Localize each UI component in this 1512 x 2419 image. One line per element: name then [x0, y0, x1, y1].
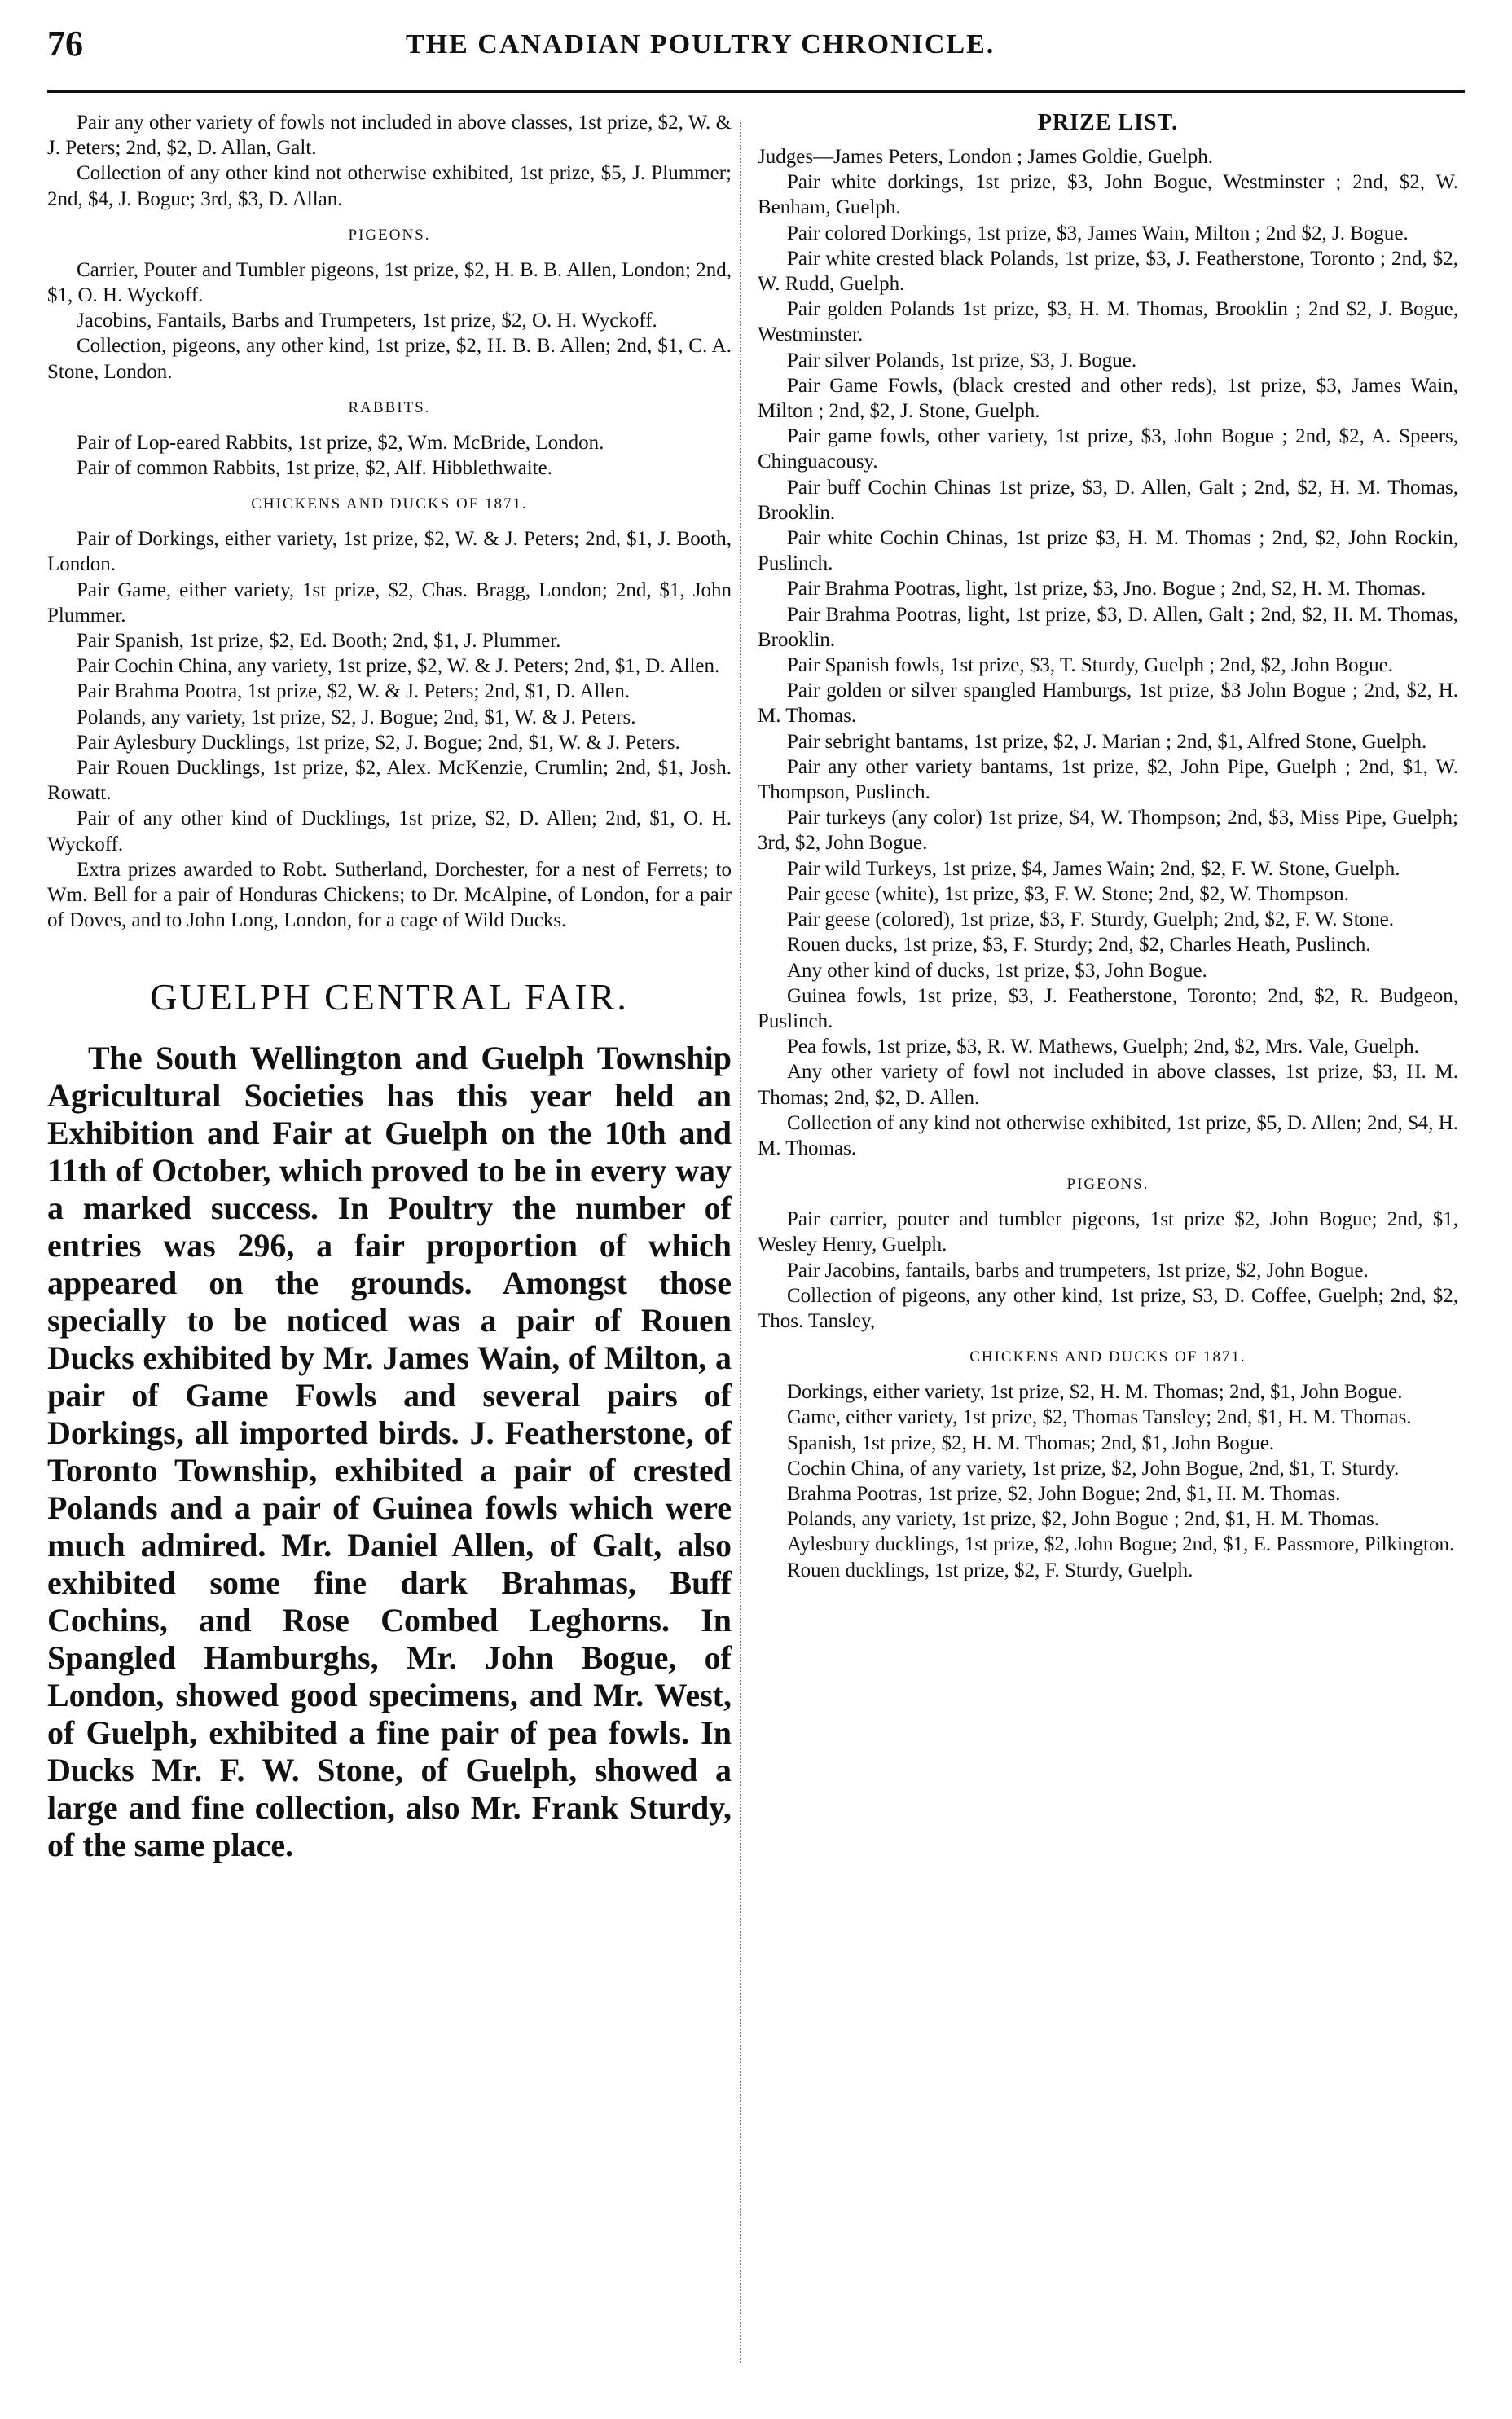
- list-item: Pair white crested black Polands, 1st prize, $3, J. Featherstone, Toronto ; 2nd, $2, W. Rudd, Guelph.: [758, 247, 1458, 296]
- list-item: Collection of pigeons, any other kind, 1st prize, $3, D. Coffee, Guelph; 2nd, $2, Thos. Tansley,: [758, 1284, 1458, 1332]
- list-item: Pair of common Rabbits, 1st prize, $2, Alf. Hibblethwaite.: [77, 457, 552, 480]
- list-item: Pair turkeys (any color) 1st prize, $4, W. Thompson; 2nd, $3, Miss Pipe, Guelph; 3rd, $2, John Bogue.: [758, 807, 1458, 855]
- list-item: Pair any other variety bantams, 1st prize, $2, John Pipe, Guelph ; 2nd, $1, W. Thompson, Puslinch.: [758, 755, 1458, 804]
- list-item: Pair Spanish fowls, 1st prize, $3, T. Sturdy, Guelph ; 2nd, $2, John Bogue.: [787, 654, 1393, 677]
- article-title: GUELPH CENTRAL FAIR.: [150, 976, 629, 1018]
- list-item: Polands, any variety, 1st prize, $2, John Bogue ; 2nd, $1, H. M. Thomas.: [787, 1508, 1380, 1531]
- list-item: Pair of Dorkings, either variety, 1st prize, $2, W. & J. Peters; 2nd, $1, J. Booth, London.: [47, 528, 732, 576]
- list-item: Rouen ducks, 1st prize, $3, F. Sturdy; 2nd, $2, Charles Heath, Puslinch.: [787, 934, 1371, 957]
- prize-list-heading: PRIZE LIST.: [1037, 110, 1179, 135]
- list-item: Polands, any variety, 1st prize, $2, J. Bogue; 2nd, $1, W. & J. Peters.: [77, 706, 636, 728]
- list-item: Pair Game, either variety, 1st prize, $2, Chas. Bragg, London; 2nd, $1, John Plummer.: [47, 578, 732, 627]
- list-item: Pair Spanish, 1st prize, $2, Ed. Booth; 2nd, $1, J. Plummer.: [77, 630, 561, 653]
- list-item: Extra prizes awarded to Robt. Sutherland, Dorchester, for a nest of Ferrets; to Wm. Bell for a pair of Honduras Chickens; to Dr. McAlpine, of London, for a pair of Doves, and to John Long, London, for a cage of Wild Ducks.: [47, 858, 732, 932]
- left-column: [47, 110, 732, 1864]
- list-item: Pair Cochin China, any variety, 1st prize, $2, W. & J. Peters; 2nd, $1, D. Allen.: [77, 655, 720, 678]
- list-item: Aylesbury ducklings, 1st prize, $2, John Bogue; 2nd, $1, E. Passmore, Pilkington.: [787, 1533, 1455, 1556]
- running-title: THE CANADIAN POULTRY CHRONICLE.: [406, 29, 996, 59]
- list-item: Pair Aylesbury Ducklings, 1st prize, $2, J. Bogue; 2nd, $1, W. & J. Peters.: [77, 731, 680, 754]
- list-item: Pair wild Turkeys, 1st prize, $4, James Wain; 2nd, $2, F. W. Stone, Guelph.: [787, 857, 1400, 880]
- article-body: The South Wellington and Guelph Township Agricultural Societies has this year held an Exhibition and Fair at Guelph on the 10th and 11th of October, which proved to be in every way a marked success. In Poultry the number of entries was 296, a fair proportion of which appeared on the grounds. Amongst those specially to be noticed was a pair of Rouen Ducks exhibited by Mr. James Wain, of Milton, a pair of Game Fowls and several pairs of Dorkings, all imported birds. J. Featherstone, of Toronto Township, exhibited a pair of crested Polands and a pair of Guinea fowls which were much admired. Mr. Daniel Allen, of Galt, also exhibited some fine dark Brahmas, Buff Cochins, and Rose Combed Leghorns. In Spangled Hamburghs, Mr. John Bogue, of London, showed good specimens, and Mr. West, of Guelph, exhibited a fine pair of pea fowls. In Ducks Mr. F. W. Stone, of Guelph, showed a large and fine collection, also Mr. Frank Sturdy, of the same place.: [47, 1040, 732, 1864]
- list-item: Pair silver Polands, 1st prize, $3, J. Bogue.: [787, 349, 1137, 372]
- list-item: Pair geese (colored), 1st prize, $3, F. Sturdy, Guelph; 2nd, $2, F. W. Stone.: [787, 908, 1394, 931]
- list-item: Pair geese (white), 1st prize, $3, F. W. Stone; 2nd, $2, W. Thompson.: [787, 882, 1349, 905]
- list-item: Pair Brahma Pootras, light, 1st prize, $3, Jno. Bogue ; 2nd, $2, H. M. Thomas.: [787, 578, 1426, 600]
- list-item: Spanish, 1st prize, $2, H. M. Thomas; 2nd, $1, John Bogue.: [787, 1432, 1275, 1454]
- list-item: Game, either variety, 1st prize, $2, Thomas Tansley; 2nd, $1, H. M. Thomas.: [787, 1406, 1412, 1429]
- right-column: [758, 110, 1458, 1583]
- list-item: Pair golden Polands 1st prize, $3, H. M. Thomas, Brooklin ; 2nd $2, J. Bogue, Westminster.: [758, 298, 1458, 346]
- list-item: Pair of Lop-eared Rabbits, 1st prize, $2, Wm. McBride, London.: [77, 431, 604, 454]
- list-item: Pair buff Cochin Chinas 1st prize, $3, D. Allen, Galt ; 2nd, $2, H. M. Thomas, Brooklin.: [758, 476, 1458, 524]
- list-item: Rouen ducklings, 1st prize, $2, F. Sturdy, Guelph.: [787, 1559, 1193, 1581]
- column-divider: [740, 122, 741, 2363]
- list-item: Pair white Cochin Chinas, 1st prize $3, H. M. Thomas ; 2nd, $2, John Rockin, Puslinch.: [758, 527, 1458, 575]
- list-item: Pair Jacobins, fantails, barbs and trumpeters, 1st prize, $2, John Bogue.: [787, 1259, 1369, 1282]
- list-item: Any other kind of ducks, 1st prize, $3, John Bogue.: [787, 959, 1207, 982]
- section-heading-rabbits: RABBITS.: [348, 398, 431, 416]
- section-heading-pigeons: PIGEONS.: [348, 226, 431, 244]
- page-header: [47, 23, 1465, 72]
- list-item: Pair sebright bantams, 1st prize, $2, J. Marian ; 2nd, $1, Alfred Stone, Guelph.: [787, 730, 1427, 753]
- list-item: Carrier, Pouter and Tumbler pigeons, 1st prize, $2, H. B. B. Allen, London; 2nd, $1, O. H. Wyckoff.: [47, 258, 732, 307]
- list-item: Pair golden or silver spangled Hamburgs, 1st prize, $3 John Bogue ; 2nd, $2, H. M. Thomas.: [758, 680, 1458, 728]
- list-item: Jacobins, Fantails, Barbs and Trumpeters, 1st prize, $2, O. H. Wyckoff.: [77, 310, 657, 332]
- list-item: Collection of any other kind not otherwise exhibited, 1st prize, $5, J. Plummer; 2nd, $4, J. Bogue; 3rd, $3, D. Allan.: [47, 162, 732, 210]
- list-item: Brahma Pootras, 1st prize, $2, John Bogue; 2nd, $1, H. M. Thomas.: [787, 1482, 1341, 1505]
- list-item: Pair of any other kind of Ducklings, 1st prize, $2, D. Allen; 2nd, $1, O. H. Wyckoff.: [47, 807, 732, 855]
- list-item: Pair Brahma Pootra, 1st prize, $2, W. & J. Peters; 2nd, $1, D. Allen.: [77, 680, 631, 703]
- list-item: Any other variety of fowl not included in above classes, 1st prize, $3, H. M. Thomas; 2nd, $2, D. Allen.: [758, 1061, 1458, 1109]
- list-item: Guinea fowls, 1st prize, $3, J. Featherstone, Toronto; 2nd, $2, R. Budgeon, Puslinch.: [758, 984, 1458, 1032]
- list-item: Collection of any kind not otherwise exhibited, 1st prize, $5, D. Allen; 2nd, $4, H. M. Thomas.: [758, 1111, 1458, 1159]
- list-item: Pair Game Fowls, (black crested and other reds), 1st prize, $3, James Wain, Milton ; 2nd, $2, J. Stone, Guelph.: [758, 374, 1458, 423]
- list-item: Pair Brahma Pootras, light, 1st prize, $3, D. Allen, Galt ; 2nd, $2, H. M. Thomas, Brooklin.: [758, 603, 1458, 651]
- list-item: Collection, pigeons, any other kind, 1st prize, $2, H. B. B. Allen; 2nd, $1, C. A. Stone, London.: [47, 335, 732, 383]
- header-rule: [47, 90, 1465, 93]
- list-item: Pair Rouen Ducklings, 1st prize, $2, Alex. McKenzie, Crumlin; 2nd, $1, Josh. Rowatt.: [47, 757, 732, 805]
- list-item: Pair any other variety of fowls not included in above classes, 1st prize, $2, W. & J. Peters; 2nd, $2, D. Allan, Galt.: [47, 112, 732, 160]
- page-number: 76: [47, 24, 83, 64]
- list-item: Pair carrier, pouter and tumbler pigeons, 1st prize $2, John Bogue; 2nd, $1, Wesley Henry, Guelph.: [758, 1208, 1458, 1256]
- section-heading-chickens: CHICKENS AND DUCKS OF 1871.: [251, 495, 528, 513]
- list-item: Cochin China, of any variety, 1st prize, $2, John Bogue, 2nd, $1, T. Sturdy.: [787, 1457, 1400, 1480]
- list-item: Pea fowls, 1st prize, $3, R. W. Mathews, Guelph; 2nd, $2, Mrs. Vale, Guelph.: [787, 1036, 1419, 1058]
- list-item: Pair white dorkings, 1st prize, $3, John Bogue, Westminster ; 2nd, $2, W. Benham, Guelph.: [758, 171, 1458, 219]
- section-heading-chickens: CHICKENS AND DUCKS OF 1871.: [969, 1348, 1246, 1366]
- judges-line: Judges—James Peters, London ; James Goldie, Guelph.: [758, 146, 1213, 168]
- list-item: Pair colored Dorkings, 1st prize, $3, James Wain, Milton ; 2nd $2, J. Bogue.: [787, 222, 1409, 244]
- list-item: Dorkings, either variety, 1st prize, $2, H. M. Thomas; 2nd, $1, John Bogue.: [787, 1381, 1403, 1404]
- section-heading-pigeons: PIGEONS.: [1066, 1176, 1149, 1194]
- list-item: Pair game fowls, other variety, 1st prize, $3, John Bogue ; 2nd, $2, A. Speers, Chinguacousy.: [758, 425, 1458, 473]
